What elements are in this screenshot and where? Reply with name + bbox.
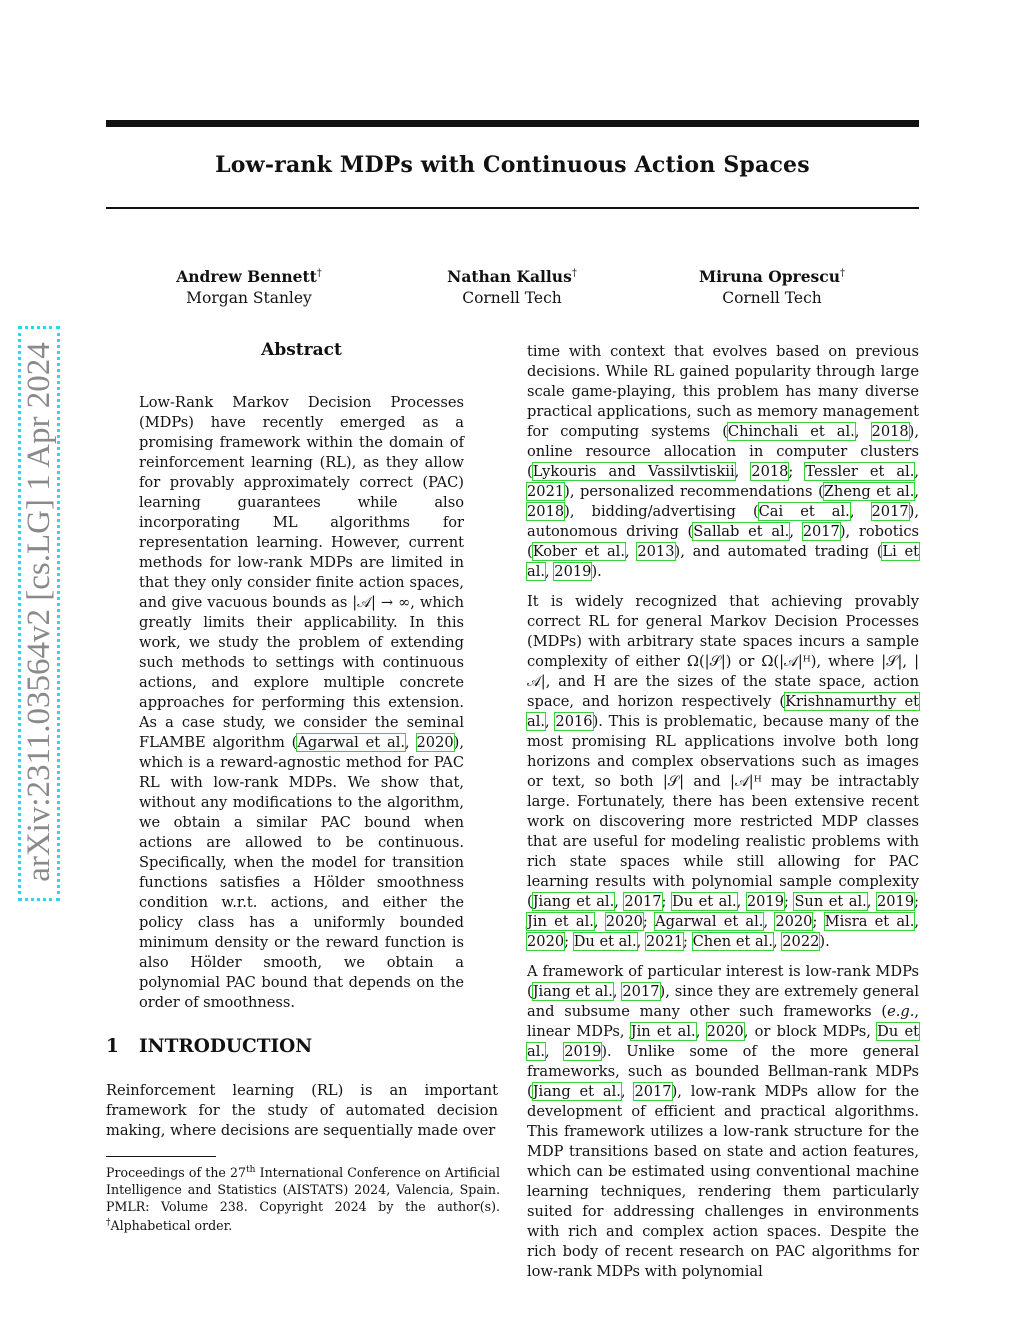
citation-link[interactable]: Zheng et al.: [823, 483, 915, 500]
citation-link[interactable]: Du et al.: [573, 933, 637, 950]
citation-link[interactable]: 2018: [871, 423, 909, 440]
citation-link[interactable]: 2022: [782, 933, 820, 950]
citation-link[interactable]: Jin et al.: [630, 1023, 696, 1040]
citation-link[interactable]: 2017: [624, 893, 662, 910]
citation-link[interactable]: Chinchali et al.: [727, 423, 855, 440]
footnote: [106, 1162, 500, 1234]
citation-link[interactable]: Du et al.: [527, 1023, 919, 1060]
citation-link[interactable]: 2019: [876, 893, 915, 910]
footnote-text: International Conference on Artificial Intelligence and Statistics (AISTATS) 2024, Valencia, Spain. PMLR: Volume 238. Copyright 2024 by the author(s).: [106, 1165, 500, 1215]
citation-link[interactable]: Sun et al.: [794, 893, 867, 910]
author-mark: †: [316, 268, 322, 279]
paragraph-low-rank: A framework of particular interest is low-rank MDPs (Jiang et al., 2017), since they are extremely general and subsume many other such frameworks (e.g., linear MDPs, Jin et al., 2020, or block MDPs, Du et al., 2019). Unlike some of the more general frameworks, such as bounded Bellman-rank MDPs (Jiang et al., 2017), low-rank MDPs allow for the development of efficient and practical algorithms. This framework utilizes a low-rank structure for the MDP transitions based on state and action features, which can be estimated using conventional machine learning techniques, rendering them particularly suited for addressing challenges in environments with rich and complex action spaces. Despite the rich body of recent research on PAC algorithms for low-rank MDPs with polynomial: [527, 963, 920, 1280]
intro-paragraph: [106, 1081, 498, 1151]
section-number: 1: [106, 1036, 119, 1057]
author-name: Miruna Oprescu: [699, 267, 840, 287]
section-heading-introduction: [106, 1036, 312, 1057]
citation-link[interactable]: Agarwal et al.: [655, 913, 764, 930]
citation-link[interactable]: Du et al.: [672, 893, 737, 910]
footnote-rule: [106, 1156, 216, 1157]
citation-link[interactable]: 2013: [637, 543, 675, 560]
author-2: [402, 263, 622, 309]
footnote-sup: th: [246, 1165, 256, 1175]
paragraph-applications: time with context that evolves based on previous decisions. While RL gained popularity through large scale game-playing, this problem has many diverse practical applications, such as memory management for computing systems (Chinchali et al., 2018), online resource allocation in computer clusters (Lykouris and Vassilvtiskii, 2018; Tessler et al., 2021), personalized recommendations (Zheng et al., 2018), bidding/advertising (Cai et al., 2017), autonomous driving (Sallab et al., 2017), robotics (Kober et al., 2013), and automated trading (Li et al., 2019).: [527, 343, 920, 580]
citation-link[interactable]: 2020: [416, 734, 454, 751]
citation-link[interactable]: Li et al.: [527, 543, 919, 580]
abstract-body: Low-Rank Markov Decision Processes (MDPs) have recently emerged as a promising framework within the domain of reinforcement learning (RL), as they allow for provably approximately correct (PAC) learning guarantees while also incorporating ML algorithms for representation learning. However, current methods for low-rank MDPs are limited in that they only consider finite action spaces, and give vacuous bounds as |𝒜| → ∞, which greatly limits their applicability. In this work, we study the problem of extending such methods to settings with continuous actions, and explore multiple concrete approaches for performing this extension. As a case study, we consider the seminal FLAMBE algorithm (Agarwal et al., 2020), which is a reward-agnostic method for PAC RL with low-rank MDPs. We show that, without any modifications to the algorithm, we obtain a similar PAC bound when actions are allowed to be continuous. Specifically, when the model for transition functions satisfies a Hölder smoothness condition w.r.t. actions, and either the policy class has a uniformly bounded minimum density or the reward function is also Hölder smooth, we obtain a polynomial PAC bound that depends on the order of smoothness.: [139, 394, 464, 1011]
citation-link[interactable]: Misra et al.: [824, 913, 915, 930]
title-rule: [106, 207, 919, 209]
author-name: Nathan Kallus: [447, 267, 572, 287]
citation-link[interactable]: 2017: [622, 983, 660, 1000]
top-rule: [106, 120, 919, 127]
author-mark: †: [571, 268, 577, 279]
citation-link[interactable]: 2019: [746, 893, 784, 910]
citation-link[interactable]: 2021: [527, 483, 565, 500]
paragraph-sample-complexity: It is widely recognized that achieving provably correct RL for general Markov Decision Processes (MDPs) with arbitrary state spaces incurs a sample complexity of either Ω(|𝒮|) or Ω(|𝒜|ᴴ), where |𝒮|, |𝒜|, and H are the sizes of the state space, action space, and horizon respectively (Krishnamurthy et al., 2016). This is problematic, because many of the most promising RL applications involve both long horizons and complex observations such as images or text, so both |𝒮| and |𝒜|ᴴ may be intractably large. Fortunately, there has been extensive recent work on discovering more restricted MDP classes that are useful for modeling realistic problems with rich state spaces while still allowing for PAC learning results with polynomial sample complexity (Jiang et al., 2017; Du et al., 2019; Sun et al., 2019; Jin et al., 2020; Agarwal et al., 2020; Misra et al., 2020; Du et al., 2021; Chen et al., 2022).: [527, 593, 920, 950]
citation-link[interactable]: Krishnamurthy et al.: [527, 693, 919, 730]
arxiv-identifier[interactable]: arXiv:2311.03564v2 [cs.LG] 1 Apr 2024: [21, 342, 57, 882]
citation-link[interactable]: Agarwal et al.: [297, 734, 405, 751]
citation-link[interactable]: 2016: [555, 713, 593, 730]
author-affiliation: Cornell Tech: [722, 289, 822, 308]
citation-link[interactable]: Jiang et al.: [532, 1083, 621, 1100]
intro-text: Reinforcement learning (RL) is an important framework for the study of automated decision making, where decisions are sequentially made over: [106, 1082, 498, 1139]
citation-link[interactable]: 2017: [871, 503, 909, 520]
footnote-dagger: †: [106, 1218, 111, 1229]
citation-link[interactable]: 2017: [634, 1083, 672, 1100]
emphasis: e.g.: [887, 1003, 915, 1020]
author-1: [139, 263, 359, 309]
citation-link[interactable]: Jiang et al.: [532, 893, 615, 910]
citation-link[interactable]: 2021: [645, 933, 684, 950]
citation-link[interactable]: Jiang et al.: [532, 983, 613, 1000]
author-affiliation: Cornell Tech: [462, 289, 562, 308]
citation-link[interactable]: Sallab et al.: [693, 523, 790, 540]
citation-link[interactable]: 2017: [802, 523, 840, 540]
paper-title: Low-rank MDPs with Continuous Action Spaces: [215, 152, 810, 178]
author-name: Andrew Bennett: [176, 267, 317, 287]
footnote-text: Proceedings of the 27: [106, 1165, 247, 1181]
citation-link[interactable]: 2018: [751, 463, 789, 480]
citation-link[interactable]: 2020: [605, 913, 643, 930]
abstract-text: Low-Rank Markov Decision Processes (MDPs) have recently emerged as a promising framework within the domain of reinforcement learning (RL), as they allow for provably approximately correct (PAC) learning guarantees while also incorporating ML algorithms for representation learning. However, current methods for low-rank MDPs are limited in that they only consider finite action spaces, and give vacuous bounds as |𝒜| → ∞, which greatly limits their applicability. In this work, we study the problem of extending such methods to settings with continuous actions, and explore multiple concrete approaches for performing this extension. As a case study, we consider the seminal FLAMBE algorithm (: [139, 394, 464, 751]
author-mark: †: [840, 268, 845, 279]
citation-link[interactable]: 2020: [706, 1023, 744, 1040]
citation-link[interactable]: Chen et al.: [692, 933, 773, 950]
right-column: [527, 342, 919, 1292]
citation-link[interactable]: Lykouris and Vassilvtiskii: [532, 463, 735, 480]
citation-link[interactable]: 2019: [554, 563, 592, 580]
citation-link[interactable]: Cai et al.: [758, 503, 850, 520]
citation-link[interactable]: 2018: [527, 503, 565, 520]
citation-link[interactable]: 2020: [775, 913, 813, 930]
author-3: [662, 263, 882, 309]
footnote-text: Alphabetical order.: [110, 1218, 233, 1234]
citation-link[interactable]: 2019: [564, 1043, 602, 1060]
citation-link[interactable]: Jin et al.: [527, 913, 594, 930]
section-title: INTRODUCTION: [139, 1036, 313, 1057]
citation-link[interactable]: 2020: [527, 933, 565, 950]
abstract-text: ), which is a reward-agnostic method for PAC RL with low-rank MDPs. We show that, without any modifications to the algorithm, we obtain a similar PAC bound when actions are allowed to be continuous. Specifically, when the model for transition functions satisfies a Hölder smoothness condition w.r.t. actions, and either the policy class has a uniformly bounded minimum density or the reward function is also Hölder smooth, we obtain a polynomial PAC bound that depends on the order of smoothness.: [139, 734, 464, 1011]
abstract-heading: Abstract: [261, 340, 342, 360]
citation-link[interactable]: Tessler et al.: [805, 463, 915, 480]
author-affiliation: Morgan Stanley: [186, 289, 312, 308]
citation-link[interactable]: Kober et al.: [532, 543, 625, 560]
